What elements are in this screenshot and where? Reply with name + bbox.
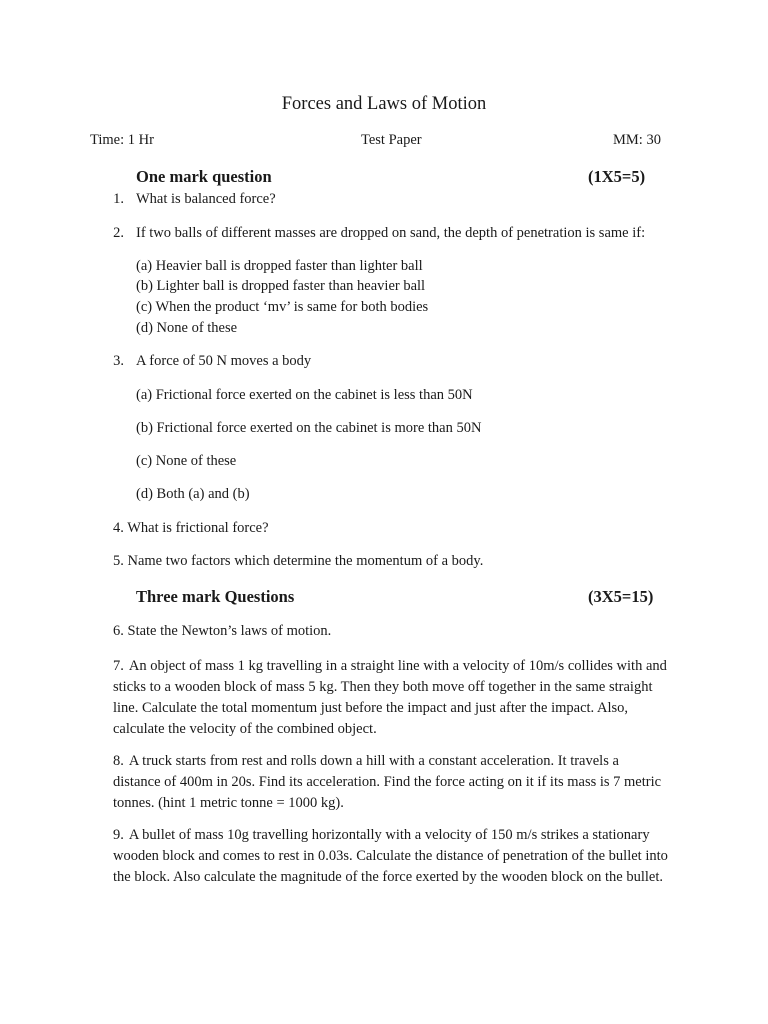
- option-b: (b) Frictional force exerted on the cabinet is more than 50N: [136, 420, 482, 436]
- max-marks-label: MM: 30: [613, 132, 661, 148]
- question-text: If two balls of different masses are dropped on sand, the depth of penetration is same if:: [136, 225, 646, 241]
- section-two-marks: (3X5=15): [588, 587, 654, 606]
- section-one-marks: (1X5=5): [588, 167, 646, 186]
- question-number: 9.: [113, 827, 124, 843]
- option-c: (c) When the product ‘mv’ is same for both bodies: [136, 299, 429, 315]
- question-number: 3.: [113, 353, 124, 369]
- question-number: 8.: [113, 753, 124, 769]
- question-item: [113, 656, 669, 740]
- question-item: [113, 825, 669, 888]
- paper-title: Forces and Laws of Motion: [281, 94, 487, 114]
- option-d: (d) None of these: [136, 320, 238, 336]
- time-label: Time: 1 Hr: [90, 132, 154, 148]
- question-item: [113, 553, 483, 570]
- option-c: (c) None of these: [136, 453, 237, 469]
- question-number: 4.: [113, 520, 124, 536]
- question-text: A truck starts from rest and rolls down a hill with a constant acceleration. It travels a distance of 400m in 20s. Find its acceleration. Find the force acting on it if its mass is 7 metric tonnes. (hint 1 metric tonne = 1000 kg).: [113, 753, 662, 811]
- question-text: A bullet of mass 10g travelling horizontally with a velocity of 150 m/s strikes a stationary wooden block and comes to rest in 0.03s. Calculate the distance of penetration of the bullet into the block. Also calculate the magnitude of the force exerted by the wooden block on the bullet.: [113, 827, 668, 885]
- question-number: 5.: [113, 553, 124, 569]
- question-number: 2.: [113, 225, 124, 241]
- paper-type-label: Test Paper: [361, 132, 422, 148]
- option-a: (a) Frictional force exerted on the cabinet is less than 50N: [136, 387, 473, 403]
- question-text: What is balanced force?: [136, 191, 276, 207]
- question-text: State the Newton’s laws of motion.: [127, 623, 332, 639]
- question-text: A force of 50 N moves a body: [136, 353, 312, 369]
- section-two-heading: Three mark Questions: [136, 587, 295, 606]
- question-item: [113, 520, 269, 537]
- question-item: [113, 751, 669, 814]
- question-text: An object of mass 1 kg travelling in a straight line with a velocity of 10m/s collides with and sticks to a wooden block of mass 5 kg. Then they both move off together in the same straight line. Calculate the total momentum just before the impact and just after the impact. Also, calculate the velocity of the combined object.: [113, 658, 667, 737]
- question-number: 6.: [113, 623, 124, 639]
- question-number: 7.: [113, 658, 124, 674]
- option-d: (d) Both (a) and (b): [136, 486, 250, 502]
- section-one-heading: One mark question: [136, 167, 272, 186]
- question-text: Name two factors which determine the momentum of a body.: [127, 553, 484, 569]
- question-text: What is frictional force?: [127, 520, 269, 536]
- option-b: (b) Lighter ball is dropped faster than heavier ball: [136, 278, 426, 294]
- option-a: (a) Heavier ball is dropped faster than lighter ball: [136, 258, 423, 274]
- question-item: [113, 623, 331, 640]
- question-number: 1.: [113, 191, 124, 207]
